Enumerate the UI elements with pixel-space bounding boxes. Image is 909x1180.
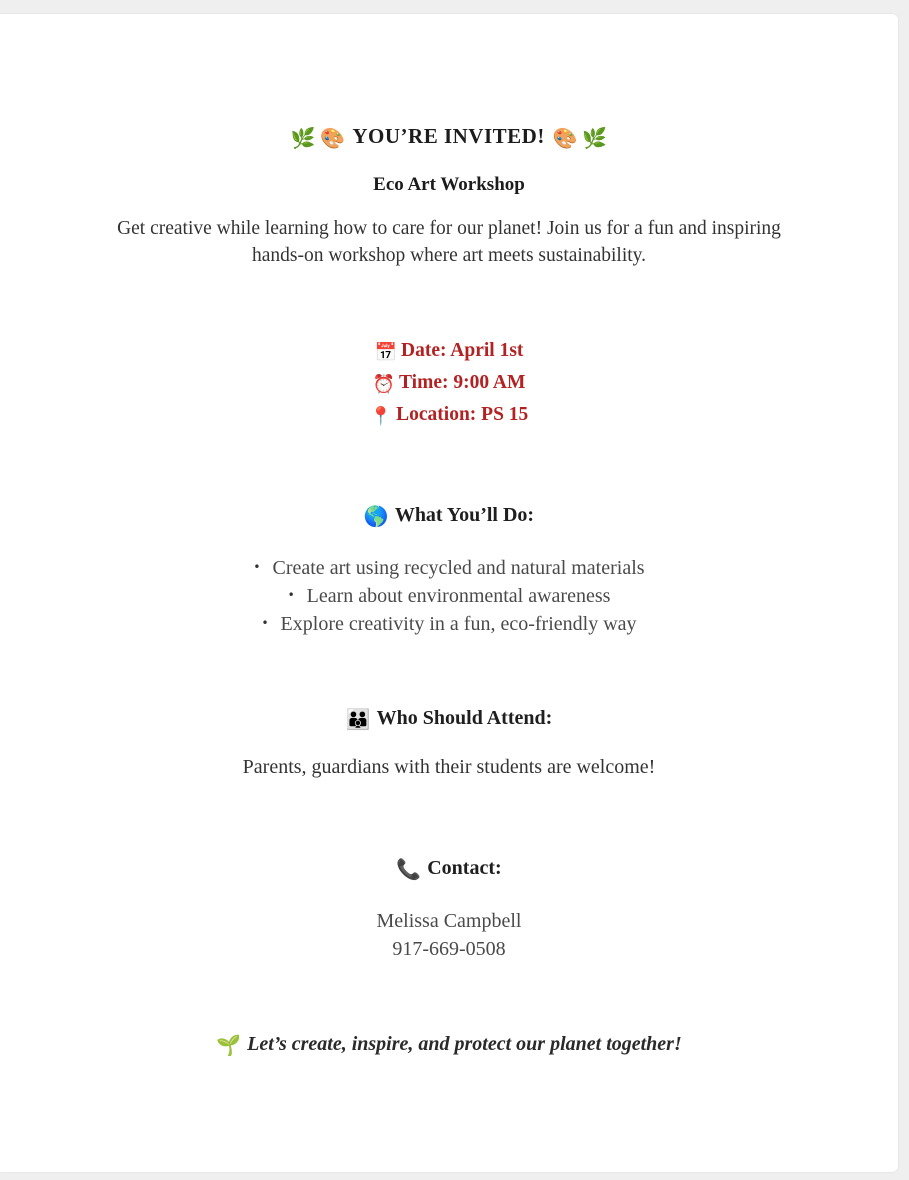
closing-message-text: Let’s create, inspire, and protect our planet together! [247,1033,682,1055]
leaf-icon: 🌿 [290,126,316,150]
event-date-text: Date: April 1st [401,340,524,361]
bullet-icon: • [253,560,261,574]
audience-heading [0,707,898,731]
event-details [0,336,898,432]
list-item-text: Learn about environmental awareness [306,585,611,607]
list-item [0,610,898,638]
closing-message [0,1033,898,1057]
activities-heading-text: What You’ll Do: [394,504,535,526]
list-item-text: Create art using recycled and natural materials [272,557,645,579]
alarm-clock-icon: ⏰ [372,374,396,395]
list-item [0,554,898,582]
list-item [0,582,898,610]
audience-text: Parents, guardians with their students are welcome! [242,756,656,778]
activities-list [0,554,898,638]
family-icon: 👪 [345,707,371,731]
contact-info [0,907,898,963]
phone-icon: 📞 [396,857,422,881]
leaf-icon: 🌿 [581,126,608,150]
sprout-icon: 🌱 [216,1033,242,1057]
event-intro: Get creative while learning how to care for our planet! Join us for a fun and inspiring hands-on workshop where art meets sustainability. [117,218,781,266]
list-item-text: Explore creativity in a fun, eco-friendly way [280,613,637,635]
activities-heading [0,504,898,528]
invitation-title [0,124,898,150]
invitation-title-text: YOU’RE INVITED! [352,124,545,148]
event-time [0,368,898,400]
event-time-text: Time: 9:00 AM [399,372,526,393]
contact-phone: 917-669-0508 [392,938,506,960]
invitation-page [0,14,898,1172]
event-name: Eco Art Workshop [373,174,525,195]
palette-icon: 🎨 [320,126,346,150]
audience-heading-text: Who Should Attend: [376,707,553,729]
pin-icon: 📍 [369,406,393,427]
contact-heading-text: Contact: [427,857,502,879]
bullet-icon: • [287,588,295,602]
contact-name: Melissa Campbell [376,910,522,932]
calendar-icon: 📅 [374,342,397,363]
palette-icon: 🎨 [552,126,578,150]
globe-icon: 🌎 [363,504,389,528]
event-location [0,400,898,432]
event-date [0,336,898,368]
event-location-text: Location: PS 15 [396,404,529,425]
contact-heading [0,857,898,881]
bullet-icon: • [261,616,269,630]
